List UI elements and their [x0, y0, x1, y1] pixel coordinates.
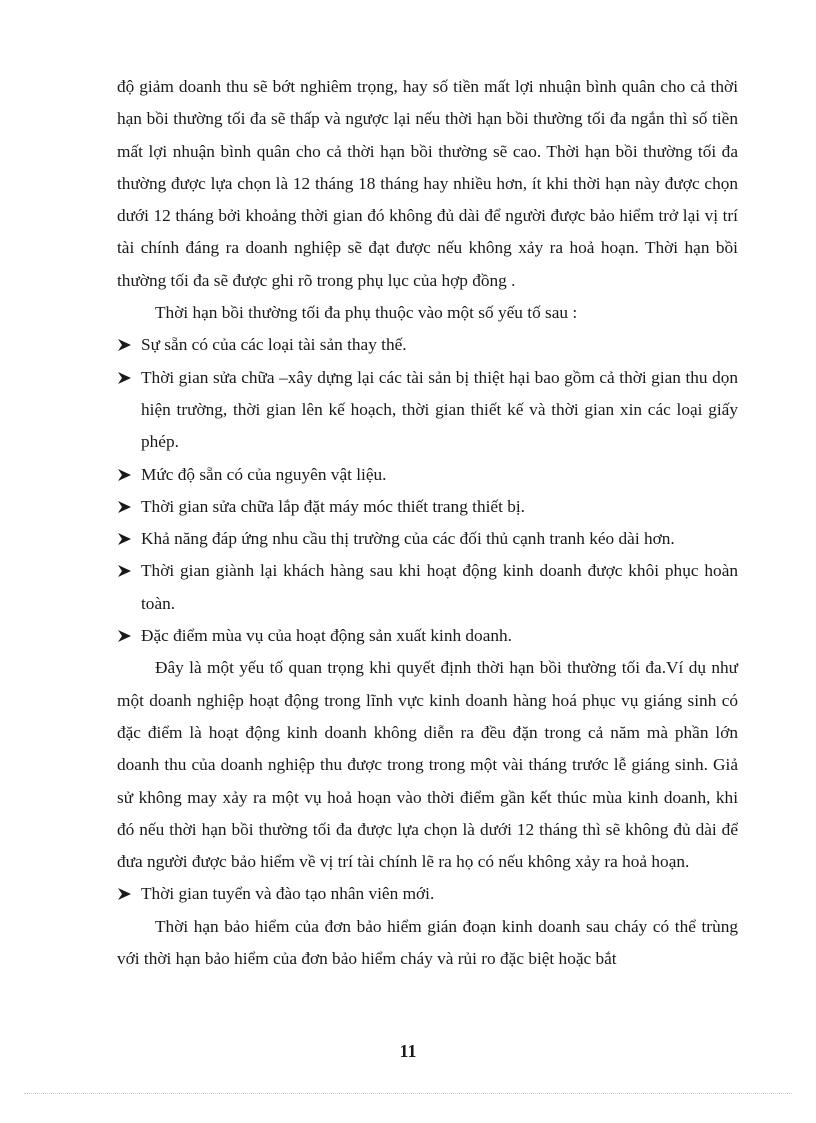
page-number: 11	[399, 1041, 417, 1061]
factor-list	[117, 329, 738, 652]
arrowhead-bullet-icon	[117, 620, 135, 652]
paragraph-insurance-term: Thời hạn bảo hiểm của đơn bảo hiểm gián đoạn kinh doanh sau cháy có thể trùng với thời hạn bảo hiểm của đơn bảo hiểm cháy và rủi ro đặc biệt hoặc bắt	[117, 916, 738, 969]
list-item-text: Đặc điểm mùa vụ của hoạt động sản xuất kinh doanh.	[141, 626, 512, 646]
arrowhead-bullet-icon	[117, 491, 135, 523]
arrowhead-bullet-icon	[117, 329, 135, 361]
arrowhead-bullet-icon	[117, 878, 135, 910]
list-item	[117, 523, 738, 555]
list-item-text: Sự sẵn có của các loại tài sản thay thế.	[141, 335, 407, 355]
list-item	[117, 620, 738, 652]
list-item	[117, 329, 738, 361]
arrowhead-bullet-icon	[117, 523, 135, 555]
arrowhead-bullet-icon	[117, 362, 135, 394]
factor-list-continued	[117, 878, 738, 910]
list-item	[117, 459, 738, 491]
list-item-text: Thời gian tuyển và đào tạo nhân viên mới.	[141, 884, 435, 904]
paragraph-continuation: độ giảm doanh thu sẽ bớt nghiêm trọng, hay số tiền mất lợi nhuận bình quân cho cả thời hạn bồi thường tối đa sẽ thấp và ngược lại nếu thời hạn bồi thường tối đa ngắn thì số tiền mất lợi nhuận bình quân cho cả thời hạn bồi thường sẽ cao. Thời hạn bồi thường tối đa thường được lựa chọn là 12 tháng 18 tháng hay nhiều hơn, ít khi thời hạn này được chọn dưới 12 tháng bởi khoảng thời gian đó không đủ dài để người được bảo hiểm trở lại vị trí tài chính đáng ra doanh nghiệp sẽ đạt được nếu không xảy ra hoả hoạn. Thời hạn bồi thường tối đa sẽ được ghi rõ trong phụ lục của hợp đồng .	[117, 77, 738, 290]
body-text	[117, 71, 738, 975]
list-item-text: Thời gian giành lại khách hàng sau khi hoạt động kinh doanh được khôi phục hoàn toàn.	[141, 561, 738, 613]
list-item-text: Thời gian sửa chữa –xây dựng lại các tài sản bị thiệt hại bao gồm cả thời gian thu dọn hiện trường, thời gian lên kế hoạch, thời gian thiết kế và thời gian xin các loại giấy phép.	[141, 367, 738, 452]
list-item-text: Thời gian sửa chữa lắp đặt máy móc thiết trang thiết bị.	[141, 496, 525, 516]
list-item-text: Khả năng đáp ứng nhu cầu thị trường của các đối thủ cạnh tranh kéo dài hơn.	[141, 529, 675, 549]
paragraph-seasonality-example: Đây là một yếu tố quan trọng khi quyết định thời hạn bồi thường tối đa.Ví dụ như một doanh nghiệp hoạt động trong lĩnh vực kinh doanh hàng hoá phục vụ giáng sinh có đặc điểm là hoạt động kinh doanh không diễn ra đều đặn trong cả năm mà phần lớn doanh thu của doanh nghiệp thu được trong trong một vài tháng trước lễ giáng sinh. Giả sử không may xảy ra một vụ hoả hoạn vào thời điểm gần kết thúc mùa kinh doanh, khi đó nếu thời hạn bồi thường tối đa được lựa chọn là dưới 12 tháng thì sẽ không đủ dài để đưa người được bảo hiểm về vị trí tài chính lẽ ra họ có nếu không xảy ra hoả hoạn.	[117, 658, 738, 872]
footer-divider	[24, 1093, 792, 1094]
list-item	[117, 491, 738, 523]
list-item	[117, 362, 738, 459]
list-item-text: Mức độ sẵn có của nguyên vật liệu.	[141, 464, 387, 484]
arrowhead-bullet-icon	[117, 459, 135, 491]
list-item	[117, 555, 738, 620]
arrowhead-bullet-icon	[117, 555, 135, 587]
paragraph-factors-intro: Thời hạn bồi thường tối đa phụ thuộc vào một số yếu tố sau :	[155, 303, 578, 323]
list-item	[117, 878, 738, 910]
